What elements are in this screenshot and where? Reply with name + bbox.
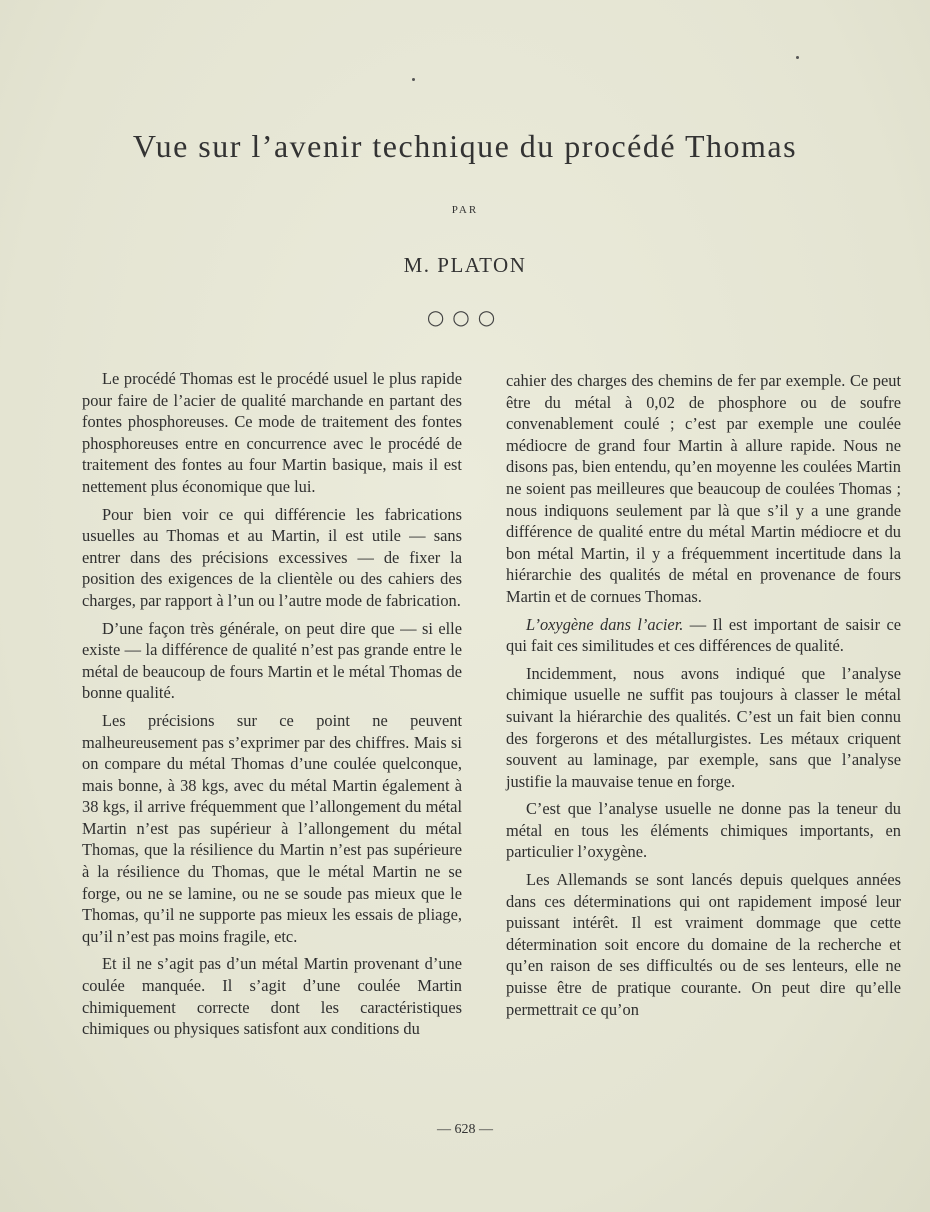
paragraph: Les précisions sur ce point ne peuvent malheureusement pas s’exprimer par des chiffres. Mais si on compare du métal Thomas d’une coulée quelconque, mais bonne, à 38 kgs, avec du métal Martin également à 38 kgs, il arrive fréquemment que l’allongement du métal Martin n’est pas supérieur à l’allongement du métal Thomas, que la résilience du Martin n’est pas supérieure à la résilience du Thomas, que le métal Martin ne se forge, ou ne se lamine, ou ne se soude pas mieux que le Thomas, qu’il ne supporte pas mieux les essais de pliage, qu’il n’est pas moins fragile, etc. [82, 710, 462, 946]
page-number: — 628 — [437, 1122, 493, 1137]
paragraph-continuation: cahier des charges des chemins de fer par exemple. Ce peut être du métal à 0,02 de phosphore ou de soufre convenablement coulé ; c’est par exemple une coulée médiocre de grand four Martin à allure rapide. Nous ne disons pas, bien entendu, qu’en moyenne les coulées Martin ne soient pas meilleures que beaucoup de coulées Thomas ; nous indiquons seulement par là que s’il y a une grande différence de qualité entre du métal Martin médiocre et du bon métal Martin, il y a fréquemment incertitude dans la hiérarchie des qualités de métal en provenance de fours Martin et de cornues Thomas. [506, 371, 901, 606]
left-column [82, 368, 462, 1046]
section-paragraph [506, 614, 901, 657]
section-heading-text: — Il est important de saisir ce qui fait ces similitudes et ces différences de qualité. [506, 614, 901, 656]
paragraph: Pour bien voir ce qui différencie les fabrications usuelles au Thomas et au Martin, il est utile — sans entrer dans des précisions excessives — de fixer la position des exigences de la clientèle ou des cahiers des charges, par rapport à l’un ou l’autre mode de fabrication. [82, 504, 462, 610]
paragraph: Les Allemands se sont lancés depuis quelques années dans ces déterminations qui ont rapidement imposé leur puissant intérêt. Il est vraiment dommage que cette détermination soit encore du domaine de la recherche et qu’en raison de ses difficultés ou de ses lenteurs, elle ne puisse être de pratique courante. On peut dire qu’elle permettrait ce qu’on [506, 870, 901, 1019]
paper-speck [412, 78, 415, 81]
section-heading: L’oxygène dans l’acier. [526, 614, 684, 634]
paragraph: D’une façon très générale, on peut dire que — si elle existe — la différence de qualité n’est pas grande entre le métal de beaucoup de fours Martin et le métal Thomas de bonne qualité. [82, 618, 462, 703]
paragraph: Et il ne s’agit pas d’un métal Martin provenant d’une coulée manquée. Il s’agit d’une coulée Martin chimiquement correcte dont les caractéristiques chimiques ou physiques satisfont aux conditions du [82, 954, 462, 1039]
byline-label: PAR [451, 204, 479, 216]
paragraph: Incidemment, nous avons indiqué que l’analyse chimique usuelle ne suffit pas toujours à classer le métal suivant la hiérarchie des qualités. C’est un fait bien connu des forgerons et des métallurgistes. Les métaux criquent souvent au laminage, par exemple, sans que l’analyse justifie la mauvaise tenue en forge. [506, 663, 901, 791]
paper-speck [796, 56, 799, 59]
paragraph: C’est que l’analyse usuelle ne donne pas la teneur du métal en tous les éléments chimiques importants, en particulier l’oxygène. [506, 799, 901, 862]
article-title: Vue sur l’avenir technique du procédé Thomas [132, 128, 798, 164]
paragraph: Le procédé Thomas est le procédé usuel le plus rapide pour faire de l’acier de qualité marchande en partant des fontes phosphoreuses. Ce mode de traitement des fontes phosphoreuses entre en concurrence avec le procédé de traitement des fontes au four Martin basique, mais il est nettement plus économique que lui. [82, 369, 462, 496]
right-column [506, 370, 901, 1026]
author-name: M. PLATON [403, 253, 527, 277]
ornament-circles: ○○○ [426, 305, 504, 329]
